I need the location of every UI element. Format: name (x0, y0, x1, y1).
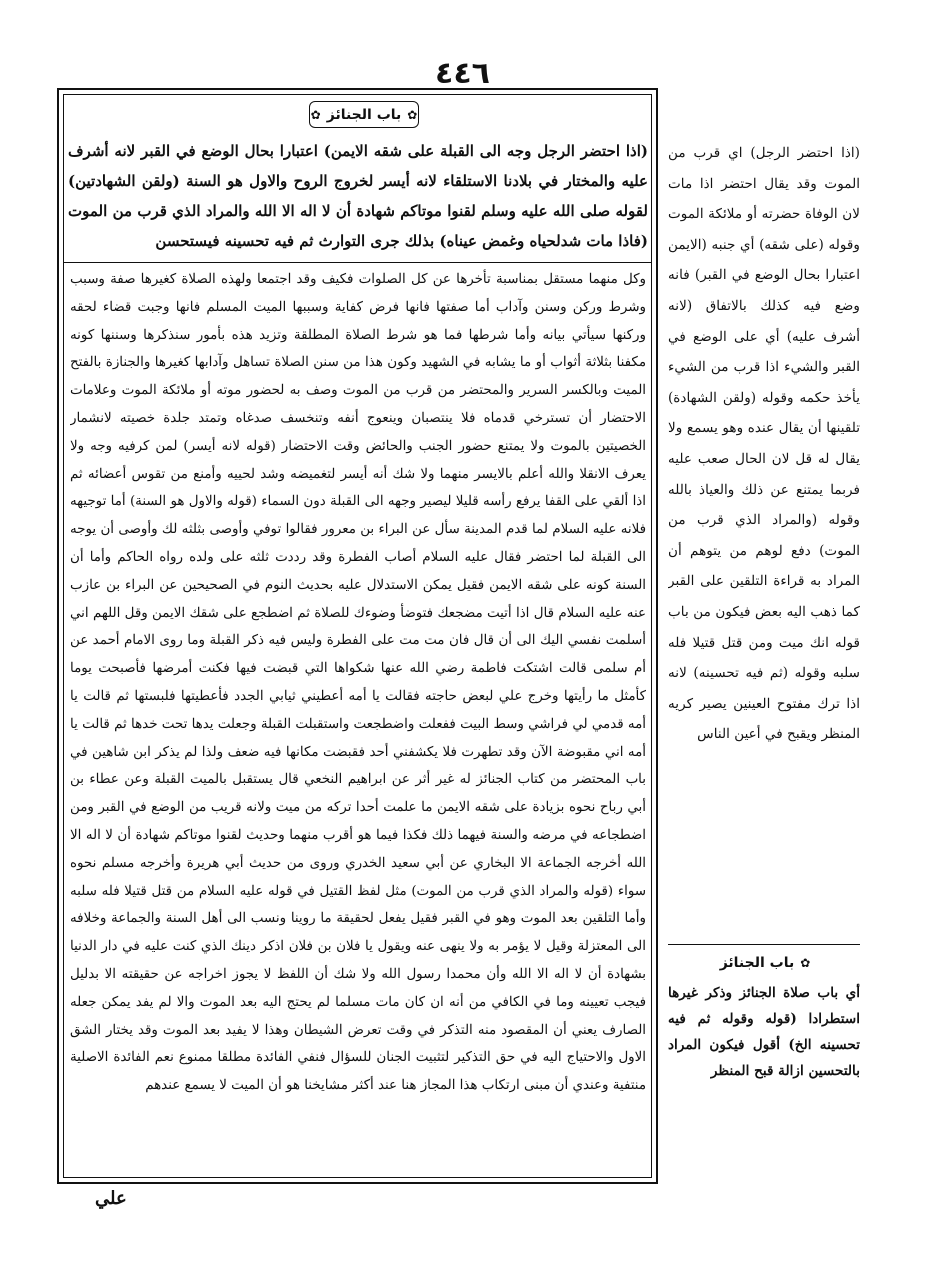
catchword: علي (95, 1188, 127, 1209)
main-text-matn: (اذا احتضر الرجل وجه الى القبلة على شقه الايمن) اعتبارا بحال الوضع في القبر لانه أشرف عليه والمختار في بلادنا الاستلقاء لانه أيسر لخروج الروح والاول هو السنة (ولقن الشهادتين) لقوله صلى الله عليه وسلم لقنوا موتاكم شهادة أن لا اله الا الله والمراد الذي قرب من الموت (فاذا مات شدلحياه وغمض عيناه) بذلك جرى التوارث ثم فيه تحسينه فيستحسن (68, 142, 648, 250)
page-number: ٤٤٦ (435, 56, 490, 91)
ornament-icon: ✿ (407, 107, 418, 122)
margin-commentary: (اذا احتضر الرجل) اي قرب من الموت وقد يقال احتضر اذا مات لان الوفاة حضرته أو ملائكة الموت وقوله (على شقه) أي جنبه (الايمن اعتبارا بحال الوضع في القبر) فانه وضع فيه كذلك بالاتفاق (لانه أشرف عليه) أي على الوضع في القبر والشيء اذا قرب من الشيء يأخذ حكمه وقوله (ولقن الشهادة) تلقينها أن يقال عنده وهو يسمع ولا يقال له قل لان الحال صعب عليه فربما يمتنع عن ذلك والعياذ بالله وقوله (والمراد الذي قرب من الموت) دفع لوهم من يتوهم أن المراد به قراءة التلقين على القبر كما ذهب اليه بعض فيكون من باب قوله انك ميت ومن قتل قتيلا فله سلبه وقوله (ثم فيه تحسينه) لانه اذا ترك مفتوح العينين يصير كريه المنظر ويقبح في أعين الناس (668, 145, 860, 743)
margin-divider (668, 944, 860, 945)
chapter-header (309, 101, 419, 128)
ornament-icon: ✿ (800, 956, 811, 970)
margin-section-text: أي باب صلاة الجنائز وذكر غيرها استطرادا (قوله وقوله ثم فيه تحسينه الخ) أقول فيكون المراد بالتحسين ازالة قبح المنظر (668, 985, 860, 1079)
chapter-title: باب الجنائز (326, 106, 402, 123)
margin-section-title: باب الجنائز (719, 955, 795, 971)
divider (63, 262, 652, 263)
margin-section-header (700, 950, 830, 976)
ornament-icon: ✿ (310, 107, 321, 122)
commentary-text: وكل منهما مستقل بمناسبة تأخرها عن كل الصلوات فكيف وقد اجتمعا ولهذه الصلاة كغيرها صفة وسبب وشرط وركن وسنن وآداب أما صفتها فانها فرض كفاية وسببها الميت المسلم فانها وجبت قضاء لحقه وركنها سيأتي بيانه وأما شرطها فما هو شرط الصلاة المطلقة وتزيد هذه بأمور سنذكرها وسننها كونه مكفنا بثلاثة أثواب أو ما يشابه في الشهيد وكون هذا من سنن الصلاة تساهل وآدابها كغيرها والجنازة بالفتح الميت وبالكسر السرير والمحتضر من قرب من الموت وصف به لحضور موته أو ملائكة الموت وعلامات الاحتضار أن تسترخي قدماه فلا ينتصبان وينعوج أنفه وتنخسف صدغاه وتمتد جلدة خصيته لانشمار الخصيتين بالموت ولا يمتنع حضور الجنب والحائض وقت الاحتضار (قوله لانه أيسر) لمن كرفيه وجه ولا يعرف الانقلا والله أعلم بالايسر منهما ولا شك أنه أيسر لتغميضه وشد لحييه وأمنع من تقوس أعضائه ثم اذا ألقي على القفا يرفع رأسه قليلا ليصير وجهه الى القبلة دون السماء (قوله والاول هو السنة) أما توجيهه فلانه عليه السلام لما قدم المدينة سأل عن البراء بن معرور فقالوا توفي وأوصى بثلثه لك وأوصى أن يوجه الى القبلة لما احتضر فقال عليه السلام أصاب الفطرة وقد رددت ثلثه على ولده رواه الحاكم وأما أن السنة كونه على شقه الايمن فقيل يمكن الاستدلال عليه بحديث النوم في الصحيحين عن البراء بن عازب عنه عليه السلام قال اذا أتيت مضجعك فتوضأ وضوءك للصلاة ثم اضطجع على شقك الايمن وقل اللهم اني أسلمت نفسي اليك الى أن قال فان مت مت على الفطرة وليس فيه ذكر القبلة وما روى الامام أحمد عن أم سلمى قالت اشتكت فاطمة رضي الله عنها شكواها التي قبضت فيها فكنت أمرضها فأصبحت يوما كأمثل ما رأيتها وخرج علي لبعض حاجته فقالت يا أمه أعطيني ثيابي الجدد فأعطيتها فلبستها ثم قالت يا أمه قدمي لي فراشي وسط البيت ففعلت واضطجعت واستقبلت القبلة وجعلت يدها تحت خدها ثم قالت يا أمه اني مقبوضة الآن وقد تطهرت فلا يكشفني أحد فقبضت مكانها فيه ضعف ولذا لم يذكر ابن شاهين في باب المحتضر من كتاب الجنائز له غير أثر عن ابراهيم النخعي قال يستقبل بالميت القبلة وعن عطاء بن أبي رباح نحوه بزيادة على شقه الايمن ما علمت أحدا تركه من ميت ولانه قريب من الوضع في القبر ومن اضطجاعه في مرضه والسنة فيهما ذلك فكذا فيما هو أقرب منهما وحديث لقنوا موتاكم شهادة أن لا اله الا الله أخرجه الجماعة الا البخاري عن أبي سعيد الخدري وروى من حديث أبي هريرة وأخرجه مسلم نحوه سواء (قوله والمراد الذي قرب من الموت) مثل لفظ القتيل في قوله عليه السلام من قتل قتيلا فله سلبه وأما التلقين بعد الموت وهو في القبر فقيل يفعل لحقيقة ما روينا ونسب الى أهل السنة والجماعة وخلافه الى المعتزلة وقيل لا يؤمر به ولا ينهى عنه ويقول يا فلان بن فلان اذكر دينك الذي كنت عليه في دار الدنيا بشهادة أن لا اله الا الله وأن محمدا رسول الله ولا شك أن اللفظ لا يجوز اخراجه عن حقيقته الا بدليل فيجب تعيينه وما في الكافي من أنه ان كان مات مسلما لم يحتج اليه بعد الموت والا لم يفد يمكن جعله الصارف يعني أن المقصود منه التذكر في وقت تعرض الشيطان وهذا لا يفيد بعد الموت وقد يختار الشق الاول والاحتياج اليه في حق التذكير لتثبيت الجنان للسؤال فنفي الفائدة مطلقا ممنوع نعم الفائدة الاصلية منتفية وعندي أن مبنى ارتكاب هذا المجاز هنا عند أكثر مشايخنا هو أن الميت لا يسمع عندهم (70, 272, 646, 1094)
